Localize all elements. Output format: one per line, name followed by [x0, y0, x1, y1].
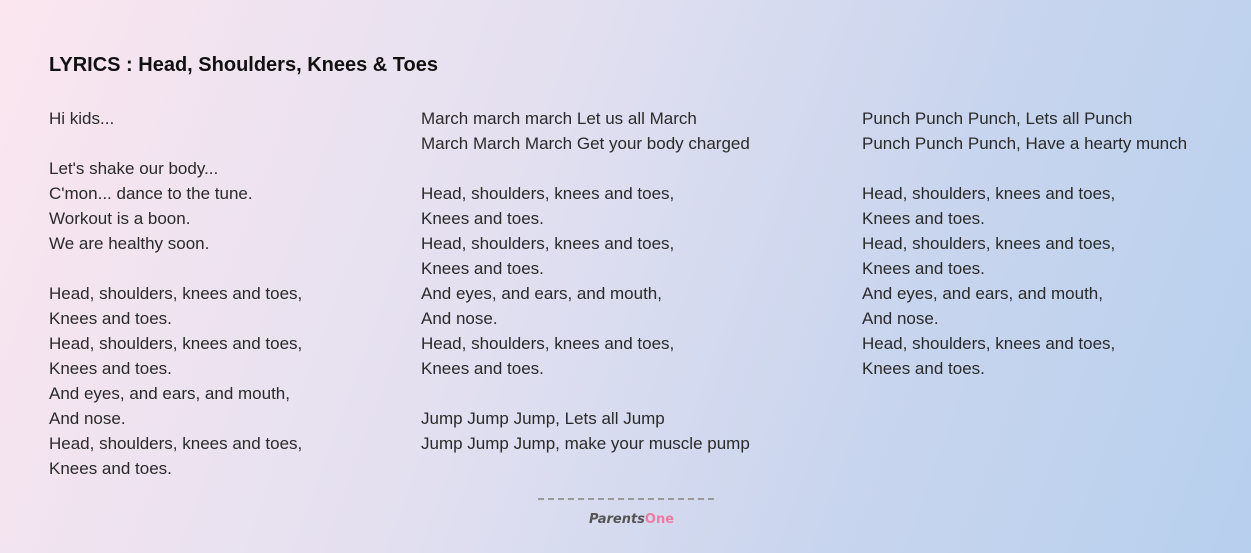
lyric-line: Workout is a boon. — [49, 209, 191, 228]
lyric-line: Head, shoulders, knees and toes, — [862, 334, 1116, 353]
lyric-line: March March March Get your body charged — [421, 134, 750, 153]
lyric-line: Head, shoulders, knees and toes, — [49, 334, 303, 353]
parentsone-logo — [589, 512, 674, 527]
lyric-line: And eyes, and ears, and mouth, — [421, 284, 662, 303]
lyric-line: Head, shoulders, knees and toes, — [862, 184, 1116, 203]
lyric-line: Knees and toes. — [49, 359, 172, 378]
lyric-line: C'mon... dance to the tune. — [49, 184, 253, 203]
stanza-gap — [49, 131, 302, 156]
stanza-gap — [49, 256, 302, 281]
stanza-gap — [421, 156, 750, 181]
lyric-line: March march march Let us all March — [421, 109, 697, 128]
lyric-line: Knees and toes. — [862, 259, 985, 278]
lyric-line: Let's shake our body... — [49, 159, 219, 178]
lyric-line: And nose. — [862, 309, 939, 328]
lyric-line: Knees and toes. — [862, 359, 985, 378]
dashed-divider — [538, 498, 714, 500]
page-title: LYRICS : Head, Shoulders, Knees & Toes — [49, 54, 438, 76]
lyrics-column-3 — [862, 106, 1187, 381]
lyric-line: Head, shoulders, knees and toes, — [49, 434, 303, 453]
stanza-gap — [862, 156, 1187, 181]
logo-text-main: Parents — [589, 512, 645, 527]
lyric-line: And nose. — [421, 309, 498, 328]
lyric-line: Punch Punch Punch, Have a hearty munch — [862, 134, 1188, 153]
lyric-line: Knees and toes. — [421, 359, 544, 378]
lyric-line: Jump Jump Jump, Lets all Jump — [421, 409, 665, 428]
lyric-line: Knees and toes. — [49, 459, 172, 478]
lyric-line: Head, shoulders, knees and toes, — [421, 334, 675, 353]
lyric-line: Head, shoulders, knees and toes, — [421, 184, 675, 203]
lyric-line: Knees and toes. — [49, 309, 172, 328]
lyric-line: Knees and toes. — [862, 209, 985, 228]
lyric-line: Hi kids... — [49, 109, 115, 128]
lyrics-column-1 — [49, 106, 302, 481]
lyric-line: We are healthy soon. — [49, 234, 210, 253]
lyric-line: Knees and toes. — [421, 259, 544, 278]
lyric-line: Knees and toes. — [421, 209, 544, 228]
lyric-line: Jump Jump Jump, make your muscle pump — [421, 434, 750, 453]
logo-text-accent: One — [644, 512, 675, 527]
lyrics-column-2 — [421, 106, 750, 456]
lyric-line: Head, shoulders, knees and toes, — [862, 234, 1116, 253]
lyric-line: Head, shoulders, knees and toes, — [421, 234, 675, 253]
stanza-gap — [421, 381, 750, 406]
lyric-line: And nose. — [49, 409, 126, 428]
lyric-line: And eyes, and ears, and mouth, — [862, 284, 1103, 303]
lyric-line: Head, shoulders, knees and toes, — [49, 284, 303, 303]
lyric-line: And eyes, and ears, and mouth, — [49, 384, 290, 403]
lyric-line: Punch Punch Punch, Lets all Punch — [862, 109, 1133, 128]
